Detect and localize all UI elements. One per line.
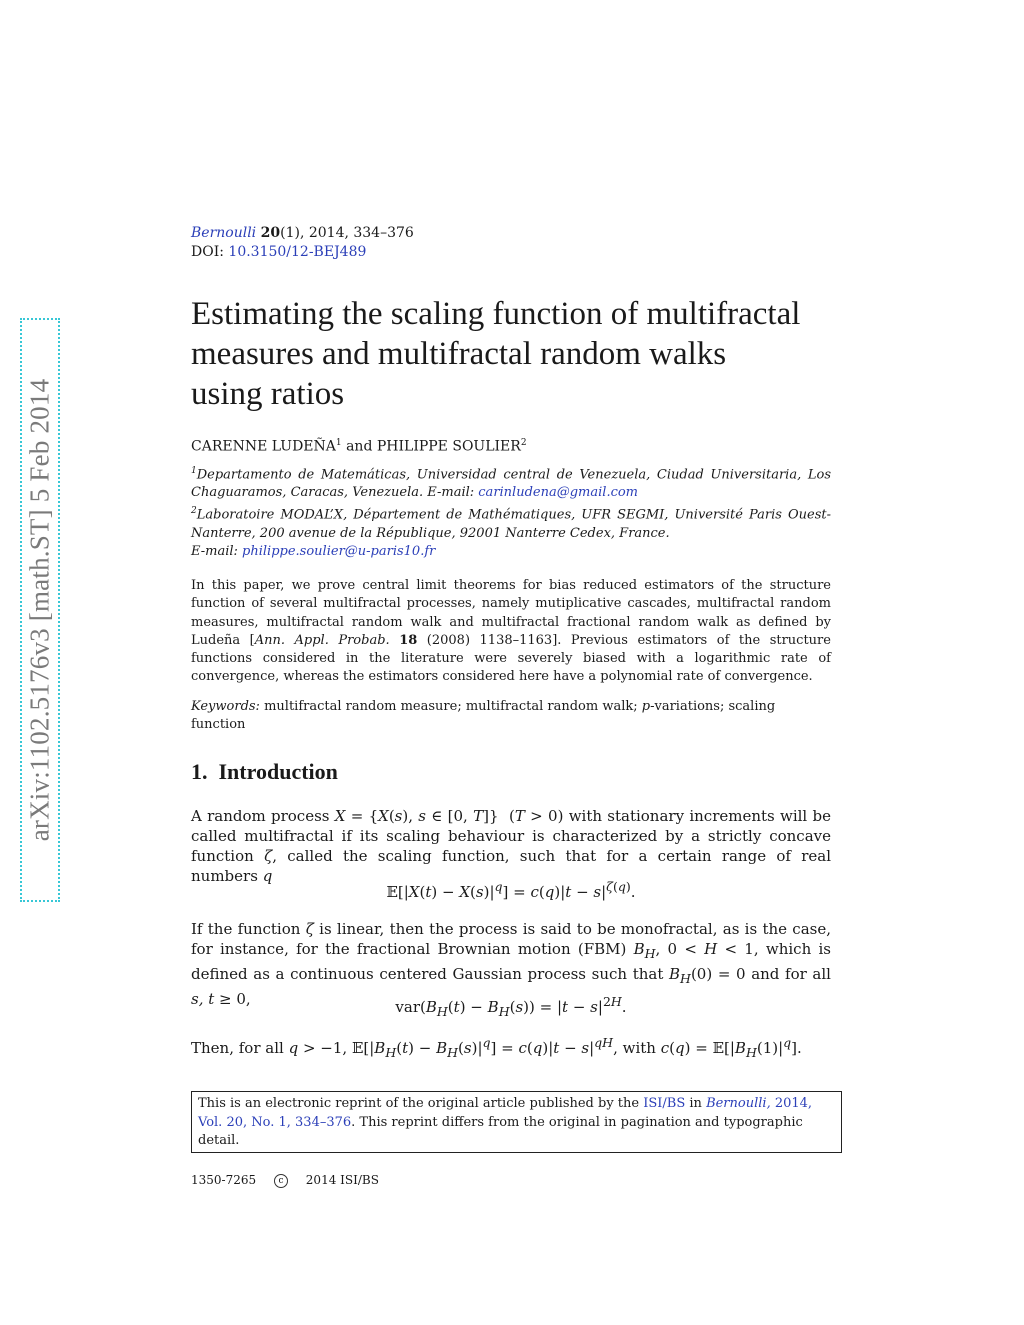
equation-variance: $var(B_H(t) - B_H(s)) = |t - s|^{2H}$.	[395, 994, 627, 1019]
affiliation-2-text: Laboratoire MODAL’X, Département de Mathématiques, UFR SEGMI, Université Paris Ouest-Nanterre, 200 avenue de la République, 92001 Nanterre Cedex, France.	[191, 507, 831, 541]
reprint-text-1: This is an electronic reprint of the original article published by the	[198, 1096, 640, 1111]
reprint-citation-link[interactable]: 2014, Vol. 20, No. 1, 334–376	[198, 1096, 813, 1130]
isi-bs-link[interactable]: ISI/BS	[643, 1096, 686, 1111]
abstract-paragraph	[191, 577, 831, 687]
title-line-1: Estimating the scaling function of multifractal	[191, 296, 801, 332]
intro-p1-b: with stationary increments will be called multifractal if its scaling behaviour is characterized by a strictly concave function	[191, 807, 831, 865]
math-zeta-2: ζ	[305, 920, 314, 938]
doi-link[interactable]: 10.3150/12-BEJ489	[228, 244, 367, 260]
title-line-3: using ratios	[191, 376, 345, 412]
email-link-2[interactable]: philippe.soulier@u-paris10.fr	[242, 543, 436, 559]
author-1-sup: 1	[335, 438, 342, 448]
paper-title	[191, 294, 831, 414]
math-zeta: ζ	[264, 847, 273, 865]
intro-p2-b: is linear, then the process is said to be monofractal, as is the case, for instance, for the fractional Brownian motion (FBM)	[191, 920, 831, 958]
title-line-2: measures and multifractal random walks	[191, 336, 727, 372]
section-number: 1.	[191, 759, 208, 784]
affiliations	[191, 462, 831, 561]
intro-p2-c: , which is defined as a continuous centered Gaussian process such that	[191, 940, 831, 983]
affiliation-1	[191, 462, 831, 502]
math-BH: $B_H$	[633, 940, 656, 961]
affiliation-2	[191, 502, 831, 560]
intro-p2-d: and for all	[751, 965, 831, 983]
intro-paragraph-1: A random process X = {X(s), s ∈ [0, T]} (T > 0) with stationary increments will be called multifractal if its scaling behaviour is characterized by a strictly concave function ζ, called the scaling function, such that for a certain range of real numbers q	[191, 807, 831, 885]
affiliation-1-text: Departamento de Matemáticas, Universidad central de Venezuela, Ciudad Universitaria, Los Chaguaramos, Caracas, Venezuela. E-mail:	[191, 467, 831, 501]
keywords-label: Keywords:	[191, 699, 260, 714]
journal-issue-pages: (1), 2014, 334–376	[280, 225, 414, 241]
journal-citation	[191, 224, 831, 243]
reprint-journal-link[interactable]: Bernoulli,	[706, 1096, 771, 1111]
reprint-text-2: . This reprint differs from the original in pagination and typographic detail.	[198, 1114, 803, 1148]
author-2: PHILIPPE SOULIER	[376, 438, 521, 455]
intro-p3-a: Then, for all	[191, 1039, 284, 1057]
math-X-def: X	[334, 807, 346, 825]
doi-line	[191, 243, 831, 262]
abstract-part-2: (2008) 1138–1163]. Previous estimators of the structure functions considered in the literature were severely biased with a logarithmic rate of convergence, whereas the estimators considered here have a polynomial rate of convergence.	[191, 632, 831, 685]
copyright-icon: c	[274, 1174, 288, 1188]
author-list	[191, 433, 831, 457]
journal-header	[191, 224, 831, 262]
section-heading	[191, 759, 831, 785]
keywords-p: p	[641, 699, 651, 714]
affiliation-1-sup: 1	[191, 466, 197, 476]
keywords-text-1: multifractal random measure; multifractal random walk;	[264, 699, 638, 714]
footer	[191, 1173, 831, 1188]
intro-p3-b: , with	[613, 1039, 656, 1057]
intro-p1-a: A random process	[191, 807, 330, 825]
email-link-1[interactable]: carinludena@gmail.com	[478, 485, 639, 501]
intro-p1-c: , called the scaling function, such that for a certain range of real numbers	[191, 847, 831, 885]
keywords-text-2: -variations; scaling function	[191, 699, 776, 732]
math-BH0: $B_H$	[669, 965, 691, 986]
section-title: Introduction	[218, 759, 338, 784]
intro-paragraph-2: If the function ζ is linear, then the process is said to be monofractal, as is the case, for instance, for the fractional Brownian motion (FBM) $B_H$, 0 < H < 1, which is defined as a continuous centered Gaussian process such that $B_H(0) = 0$ and for all s, t ≥ 0,	[191, 920, 831, 1008]
keywords	[191, 698, 831, 734]
journal-link[interactable]: Bernoulli	[191, 225, 257, 241]
reprint-notice	[191, 1091, 842, 1153]
email-label-2: E-mail:	[191, 543, 238, 559]
abstract	[191, 577, 831, 687]
equation-scaling: 𝔼[|X(t) − $X(s)|^q] = c(q)|t - s|^{\zeta(q)}$.	[386, 879, 636, 901]
intro-p2-a: If the function	[191, 920, 301, 938]
doi-label: DOI:	[191, 244, 224, 260]
arxiv-id[interactable]: arXiv:1102.5176v3 [math.ST] 5 Feb 2014	[24, 378, 55, 842]
affiliation-2-sup: 2	[191, 506, 197, 517]
math-st: s, t	[191, 990, 215, 1008]
abstract-ref-volume: 18	[399, 632, 418, 648]
abstract-ref-journal: Ann. Appl. Probab.	[254, 632, 390, 648]
intro-paragraph-3: Then, for all q > −1, $𝔼[|B_H(t) - B_H(s)|^q] = c(q)|t - s|^{qH}$, with $c(q) = 𝔼[|B_H(1)|^q]$.	[191, 1035, 802, 1060]
journal-volume: 20	[260, 225, 281, 241]
issn: 1350-7265	[191, 1173, 257, 1187]
abstract-part-1: In this paper, we prove central limit theorems for bias reduced estimators of the structure function of several multifractal processes, namely mutiplicative cascades, multifractal random measures, multifractal random walk and multifractal fractional random walk as defined by Ludeña [	[191, 578, 831, 648]
author-and: and	[346, 438, 373, 455]
arxiv-stamp	[20, 318, 60, 902]
author-1: CARENNE LUDEÑA	[191, 438, 336, 455]
reprint-in: in	[689, 1096, 702, 1111]
math-q: q	[262, 867, 273, 885]
author-2-sup: 2	[520, 438, 527, 448]
copyright-text: 2014 ISI/BS	[305, 1173, 379, 1187]
